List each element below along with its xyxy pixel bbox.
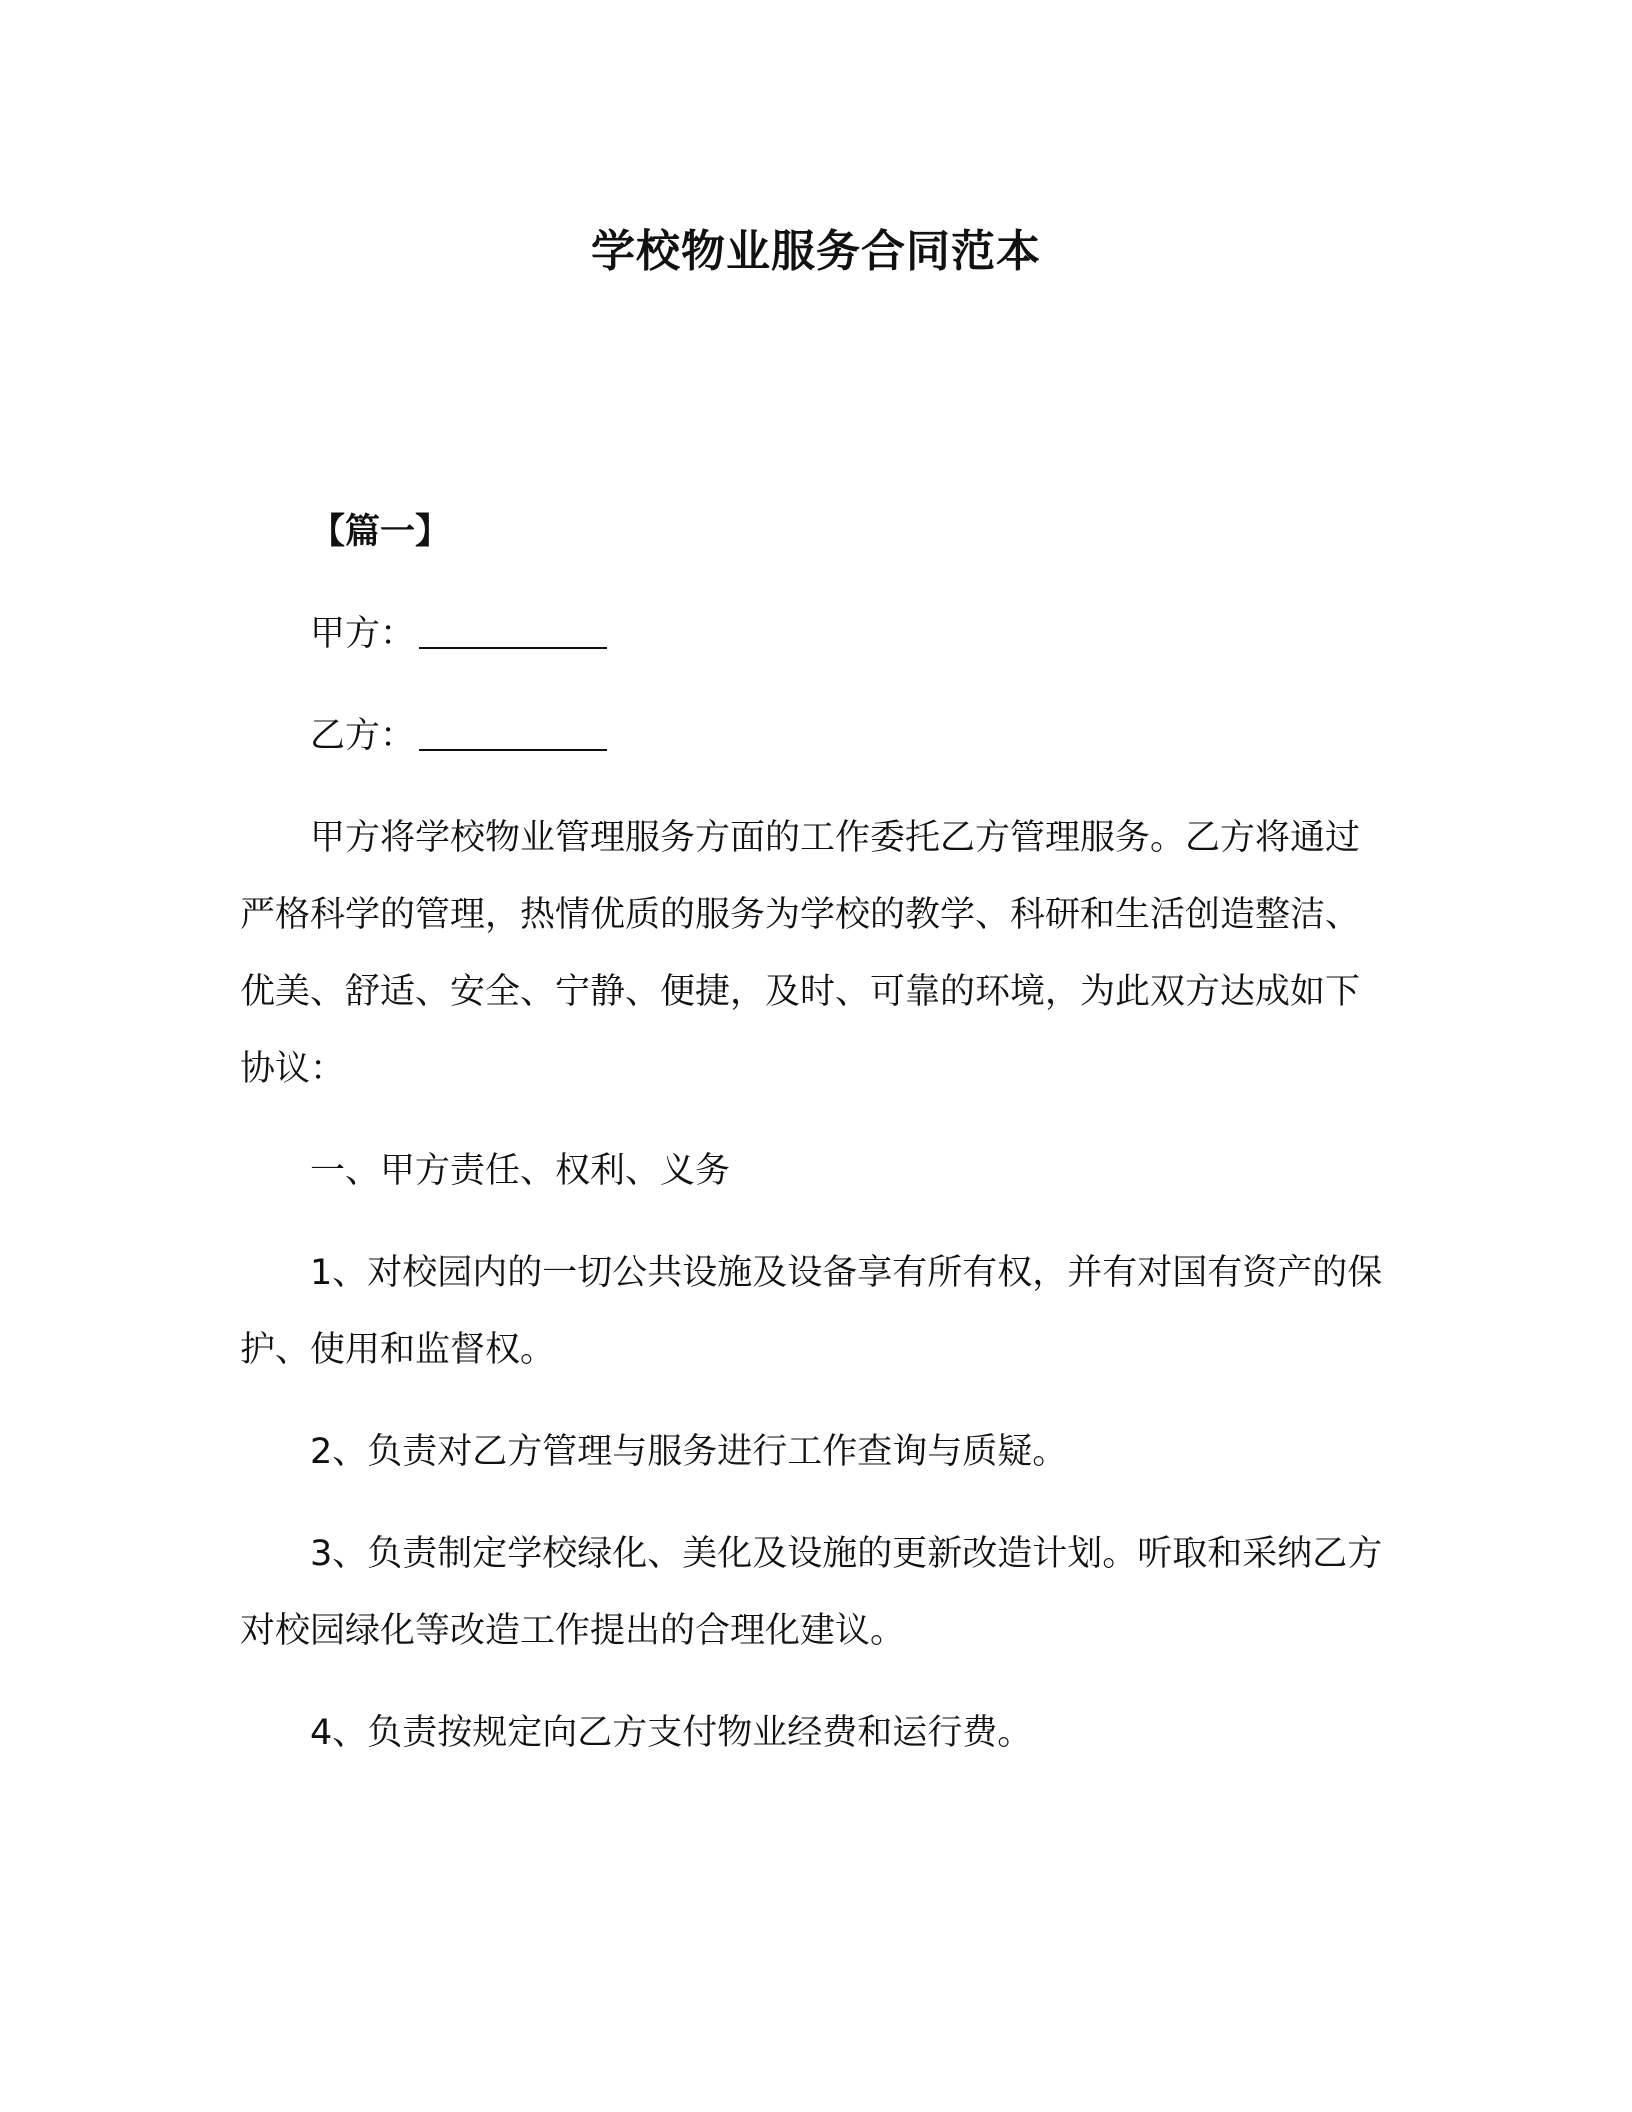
clause-paragraph: 2、负责对乙方管理与服务进行工作查询与质疑。: [310, 1432, 1068, 1472]
party-b-blank: [419, 719, 607, 751]
document-title: 学校物业服务合同范本: [591, 226, 1041, 277]
clause-paragraph: 1、对校园内的一切公共设施及设备享有所有权，并有对国有资产的保护、使用和监督权。: [240, 1253, 1383, 1370]
document-body: [240, 494, 1390, 1797]
party-a-label: 甲方：: [310, 614, 416, 654]
intro-paragraph: 甲方将学校物业管理服务方面的工作委托乙方管理服务。乙方将通过严格科学的管理，热情优质的服务为学校的教学、科研和生活创造整洁、优美、舒适、安全、宁静、便捷，及时、可靠的环境，为此双方达成如下协议：: [240, 818, 1361, 1089]
party-a-line: [240, 596, 1390, 673]
clause-paragraph: 3、负责制定学校绿化、美化及设施的更新改造计划。听取和采纳乙方对校园绿化等改造工作提出的合理化建议。: [240, 1534, 1383, 1651]
party-a-blank: [419, 617, 607, 649]
section-heading: 一、甲方责任、权利、义务: [310, 1151, 731, 1191]
section-label: 【篇一】: [310, 512, 451, 552]
party-b-label: 乙方：: [310, 716, 416, 756]
party-b-line: [240, 698, 1390, 775]
clause-paragraph: 4、负责按规定向乙方支付物业经费和运行费。: [310, 1713, 1033, 1753]
